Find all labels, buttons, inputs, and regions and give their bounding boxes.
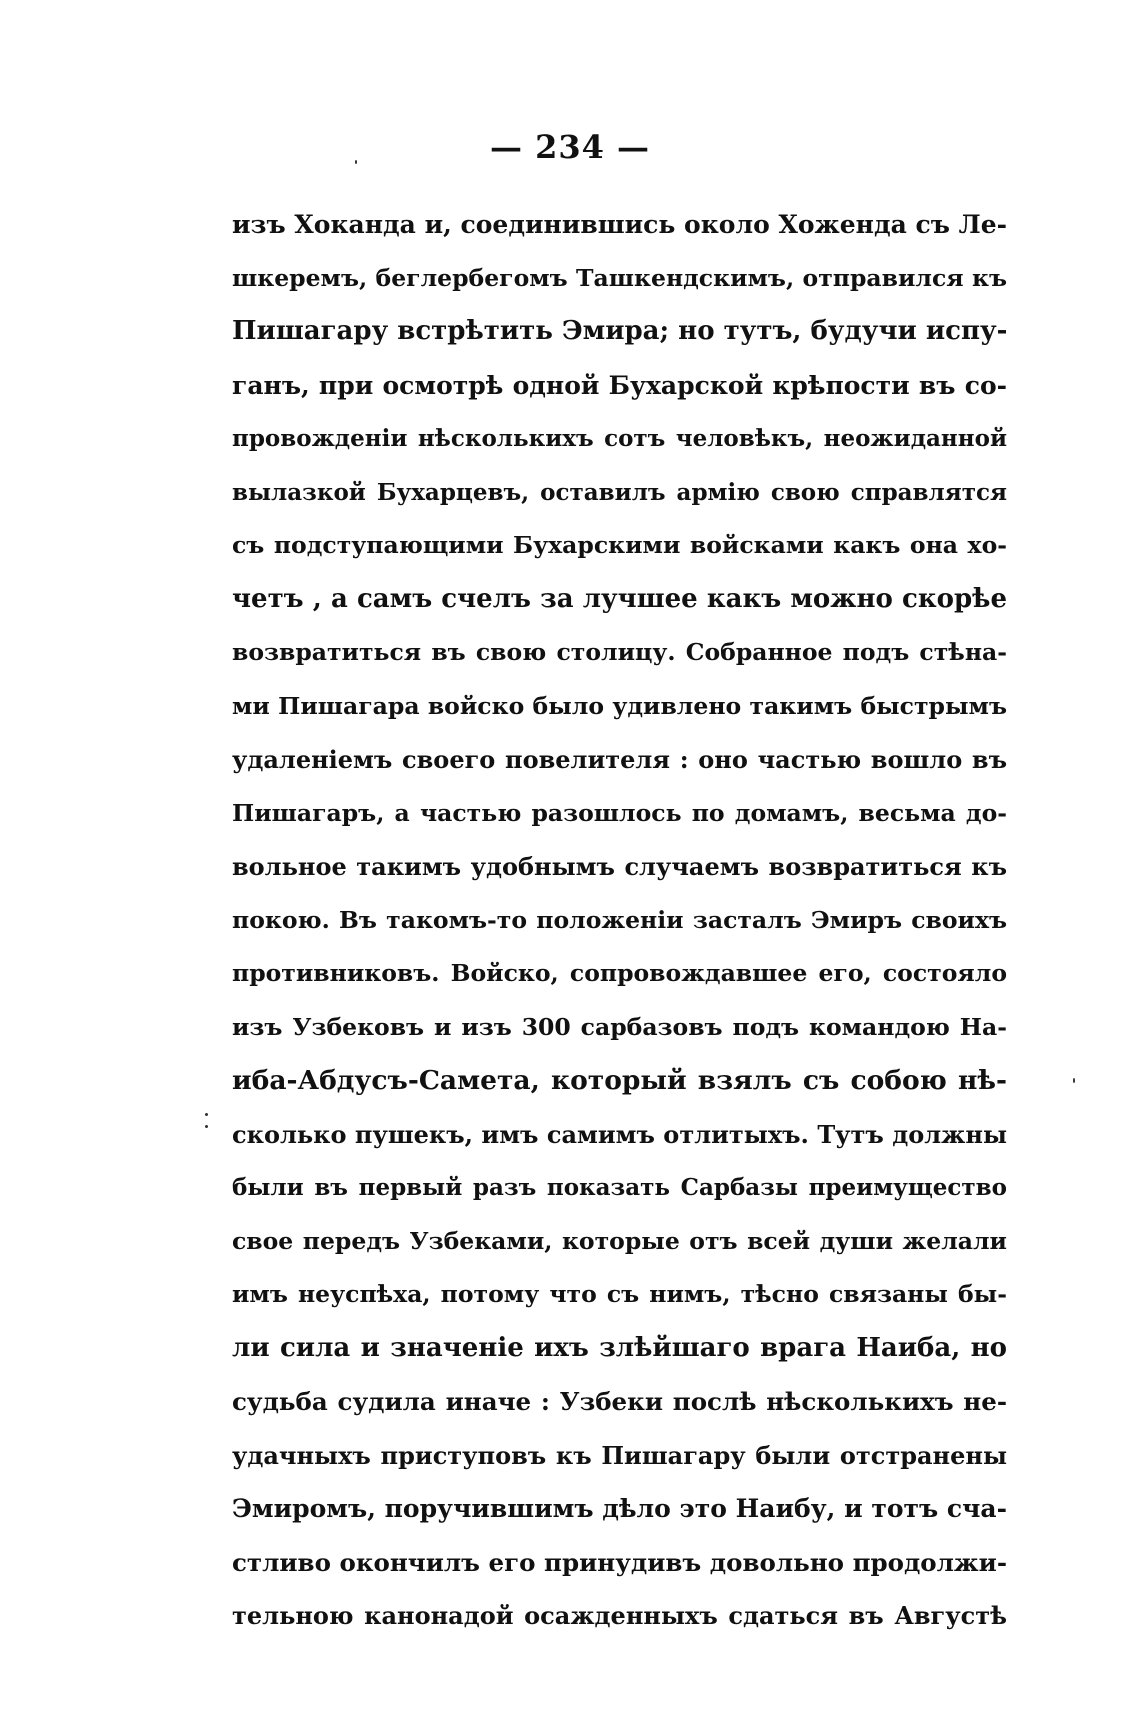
scan-speck bbox=[355, 160, 357, 164]
text-line: покою. Въ такомъ-то положеніи засталъ Эмиръ своихъ bbox=[232, 905, 1007, 934]
text-line: возвратиться въ свою столицу. Собранное подъ стѣна- bbox=[232, 638, 1007, 666]
scan-speck bbox=[205, 1125, 208, 1128]
text-line: вылазкой Бухарцевъ, оставилъ армію свою справлятся bbox=[232, 478, 1007, 506]
text-line: имъ неуспѣха, потому что съ нимъ, тѣсно связаны бы- bbox=[232, 1280, 1007, 1308]
text-line: тельною канонадой осажденныхъ сдаться въ Августѣ bbox=[232, 1601, 1007, 1630]
text-line: противниковъ. Войско, сопровождавшее его, состояло bbox=[232, 959, 1007, 987]
text-line: съ подступающими Бухарскими войсками какъ она хо- bbox=[232, 531, 1007, 559]
text-line: были въ первый разъ показать Сарбазы преимущество bbox=[232, 1174, 1007, 1201]
text-line: удачныхъ приступовъ къ Пишагару были отстранены bbox=[232, 1440, 1007, 1470]
text-line: ганъ, при осмотрѣ одной Бухарской крѣпости въ со- bbox=[232, 370, 1007, 400]
text-line: сколько пушекъ, имъ самимъ отлитыхъ. Тутъ должны bbox=[232, 1119, 1007, 1149]
text-line: иба-Абдусъ-Самета, который взялъ съ собою нѣ- bbox=[232, 1065, 1007, 1096]
text-line: судьба судила иначе : Узбеки послѣ нѣсколькихъ не- bbox=[232, 1387, 1007, 1416]
text-line: стливо окончилъ его принудивъ довольно продолжи- bbox=[232, 1547, 1007, 1577]
text-line: четъ , а самъ счелъ за лучшее какъ можно скорѣе bbox=[232, 583, 1007, 614]
text-line: шкеремъ, беглербегомъ Ташкендскимъ, отправился къ bbox=[232, 263, 1007, 292]
text-line: ли сила и значеніе ихъ злѣйшаго врага Наиба, но bbox=[232, 1332, 1007, 1363]
text-line: свое передъ Узбеками, которые отъ всей души желали bbox=[232, 1226, 1007, 1255]
text-line: изъ Хоканда и, соединившись около Хоженда съ Ле- bbox=[232, 210, 1008, 239]
text-line: Пишагару встрѣтить Эмира; но тутъ, будучи испу- bbox=[232, 316, 1008, 346]
body-text bbox=[232, 198, 1007, 1643]
text-line: изъ Узбековъ и изъ 300 сарбазовъ подъ командою На- bbox=[232, 1012, 1007, 1041]
scan-speck bbox=[205, 1113, 208, 1116]
page-number: — 234 — bbox=[489, 128, 651, 166]
text-line: Эмиромъ, поручившимъ дѣло это Наибу, и тотъ сча- bbox=[232, 1494, 1007, 1523]
text-line: провожденіи нѣсколькихъ сотъ человѣкъ, неожиданной bbox=[232, 425, 1007, 452]
text-line: ми Пишагара войско было удивлено такимъ быстрымъ bbox=[232, 691, 1007, 720]
text-line: Пишагаръ, а частью разошлось по домамъ, весьма до- bbox=[232, 798, 1007, 827]
text-line: вольное такимъ удобнымъ случаемъ возвратиться къ bbox=[232, 852, 1007, 881]
scan-speck bbox=[1073, 1078, 1075, 1083]
text-line: удаленіемъ своего повелителя : оно частью вошло въ bbox=[232, 745, 1007, 774]
